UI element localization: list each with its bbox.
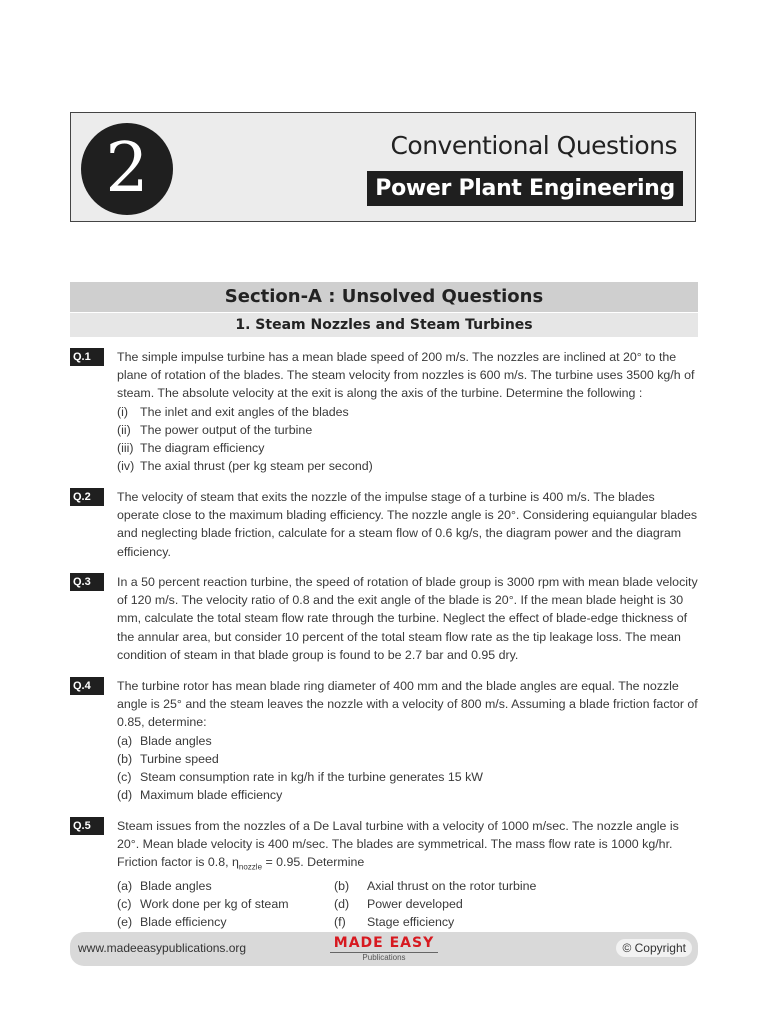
question-text: Steam issues from the nozzles of a De Laval turbine with a velocity of 1000 m/sec. The nozzle angle is 20°. Mean blade velocity is 400 m/sec. The blades are symmetrical. The mass flow rate is 1000 kg/hr. Friction factor is 0.8, $\eta_{nozzle} = 0.95$. Determine [117,819,679,872]
topic-title: 1. Steam Nozzles and Steam Turbines [70,313,698,337]
sub-question-list [117,403,700,476]
sub-question: (c) Steam consumption rate in kg/h if the turbine generates 15 kW [117,770,483,785]
sub-question: (a) Blade angles [117,733,212,748]
question-3 [70,573,700,664]
logo-text: MADE EASY [333,935,435,951]
question-text: The velocity of steam that exits the nozzle of the impulse stage of a turbine is 400 m/s. The blades operate close to the maximum blading efficiency. The nozzle angle is 20°. Considering equiangular blades and neglecting blade friction, calculate for a steam flow of 0.6 kg/s, the diagram power and the diagram efficiency. [117,490,698,559]
question-text: The turbine rotor has mean blade ring diameter of 400 mm and the blade angles are equal. The nozzle angle is 25° and the steam leaves the nozzle with a velocity of 800 m/s. Assuming a blade friction factor of 0.85, determine: [117,679,698,730]
page-footer [70,932,698,966]
sub-question-list [117,877,700,932]
copyright-notice: © Copyright [616,939,692,957]
sub-question: (f) Stage efficiency [334,915,455,930]
sub-question: (ii) The power output of the turbine [117,422,313,437]
chapter-title: Conventional Questions [390,131,677,160]
publisher-logo [322,934,446,964]
chapter-number-badge: 2 [81,123,173,215]
sub-question-list [117,732,700,805]
question-label: Q.1 [70,348,104,366]
question-2 [70,488,700,561]
question-4 [70,677,700,804]
sub-question: (a) Blade angles [117,879,212,894]
subject-title: Power Plant Engineering [367,171,683,206]
sub-question: (e) Blade efficiency [117,915,227,930]
question-label: Q.5 [70,817,104,835]
question-label: Q.2 [70,488,104,506]
sub-question: (iii) The diagram efficiency [117,441,265,456]
chapter-header [70,112,696,222]
logo-subtext: Publications [330,952,438,963]
question-text: In a 50 percent reaction turbine, the speed of rotation of blade group is 3000 rpm with mean blade velocity of 120 m/s. The velocity ratio of 0.8 and the exit angle of the blade is 20°. If the mean blade height is 30 mm, calculate the total steam flow rate through the turbine. Neglect the effect of blade-edge thickness of the annular area, but consider 10 percent of the total steam flow rate as the tip leakage loss. The mean condition of steam in that blade group is found to be 2.7 bar and 0.95 dry. [117,575,698,662]
section-title: Section-A : Unsolved Questions [70,282,698,312]
question-label: Q.4 [70,677,104,695]
website-link[interactable]: www.madeeasypublications.org [78,941,247,955]
sub-question: (c) Work done per kg of steam [117,897,289,912]
sub-question: (d) Maximum blade efficiency [117,788,283,803]
sub-question: (iv) The axial thrust (per kg steam per second) [117,459,373,474]
question-5 [70,817,700,932]
question-1 [70,348,700,475]
question-label: Q.3 [70,573,104,591]
sub-question: (d) Power developed [334,897,463,912]
sub-question: (b) Axial thrust on the rotor turbine [334,879,537,894]
sub-question: (b) Turbine speed [117,751,219,766]
question-text: The simple impulse turbine has a mean blade speed of 200 m/s. The nozzles are inclined at 20° to the plane of rotation of the blades. The steam velocity from nozzles is 600 m/s. The turbine uses 3500 kg/h of steam. The absolute velocity at the exit is along the axis of the turbine. Determine the following : [117,350,695,401]
sub-question: (i) The inlet and exit angles of the blades [117,404,349,419]
